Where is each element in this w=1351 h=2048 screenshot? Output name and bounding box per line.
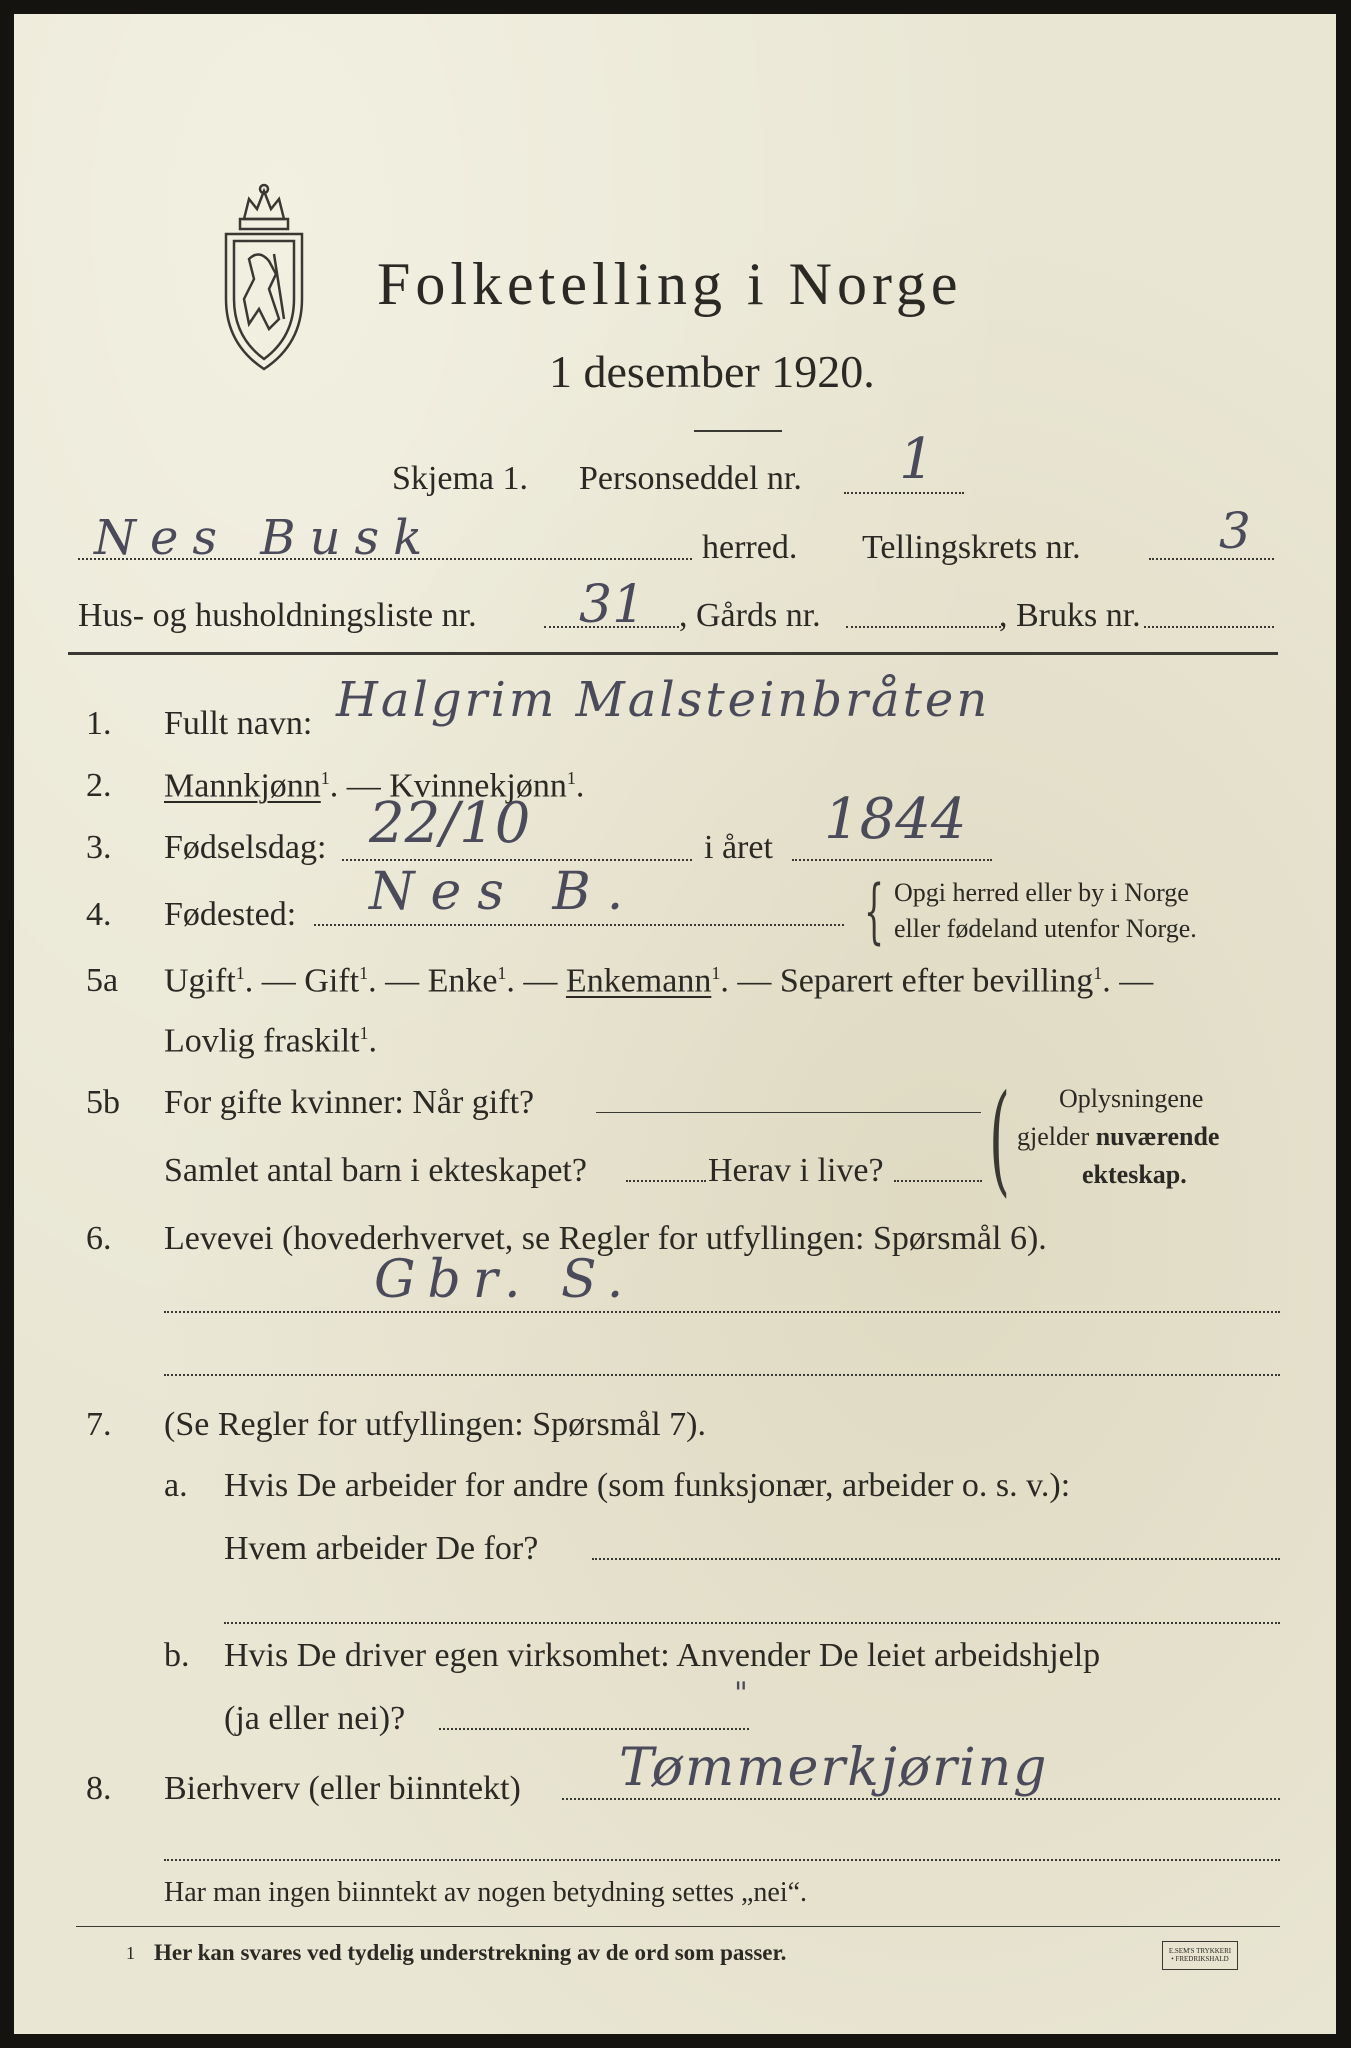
- q5b-barn-line: [626, 1180, 706, 1182]
- q2-sup1: 1: [320, 768, 330, 788]
- q7a-line2: [224, 1622, 1280, 1624]
- q6-line2: [164, 1374, 1280, 1376]
- q5a-separert: . — Separert efter bevilling: [720, 962, 1094, 1000]
- q8-number: 8.: [86, 1770, 112, 1807]
- q3-year-value: 1844: [824, 787, 967, 852]
- q4-label: Fødested:: [164, 896, 297, 933]
- q5b-bracket: (: [989, 1070, 1011, 1209]
- q4-value: Nes B.: [369, 862, 640, 922]
- q5b-note2a: gjelder: [1017, 1122, 1096, 1151]
- herred-label: herred.: [702, 529, 798, 566]
- title-divider: [694, 430, 782, 432]
- herred-line: [78, 558, 692, 560]
- q7b-line: [439, 1728, 749, 1730]
- q6-number: 6.: [86, 1220, 112, 1257]
- header-divider: [68, 652, 1278, 655]
- q5b-note2b: nuværende: [1095, 1122, 1220, 1151]
- footer-note: Har man ingen biinntekt av nogen betydning settes „nei“.: [164, 1877, 808, 1908]
- q1-value: Halgrim Malsteinbråten: [336, 672, 991, 728]
- q5a-enke: . — Enke: [368, 962, 498, 1000]
- q5b-number: 5b: [86, 1084, 120, 1121]
- q5a-sup3: 1: [497, 963, 507, 983]
- gards-line: [846, 626, 1001, 628]
- herred-value: Nes Busk: [94, 510, 437, 566]
- q2-mannkjonn: Mannkjønn: [164, 767, 321, 805]
- q7b-letter: b.: [164, 1637, 190, 1674]
- q2-sup2: 1: [566, 768, 576, 788]
- q5b-note2: [1017, 1124, 1219, 1150]
- q4-number: 4.: [86, 896, 112, 933]
- q5b-live-label: Herav i live?: [708, 1152, 884, 1189]
- q7a-letter: a.: [164, 1467, 188, 1504]
- footnote-text: Her kan svares ved tydelig understrekning av de ord som passer.: [154, 1940, 787, 1965]
- q3-value: 22/10: [369, 791, 531, 856]
- q5b-note3: ekteskap.: [1082, 1160, 1187, 1189]
- printer-stamp: E.SEM'S TRYKKERI • FREDRIKSHALD: [1162, 1941, 1238, 1970]
- q3-number: 3.: [86, 829, 112, 866]
- footnote-divider: [76, 1926, 1280, 1927]
- census-form-page: [14, 14, 1336, 2034]
- personseddel-line: [844, 492, 964, 494]
- tellingskrets-label: Tellingskrets nr.: [862, 529, 1081, 566]
- q5a-line2: [164, 1024, 377, 1058]
- q5b-barn-label: Samlet antal barn i ekteskapet?: [164, 1152, 587, 1189]
- tellingskrets-value: 3: [1219, 502, 1251, 560]
- q4-note2: eller fødeland utenfor Norge.: [894, 914, 1197, 943]
- bruks-line: [1144, 626, 1274, 628]
- q6-line1: [164, 1311, 1280, 1313]
- q6-label: Levevei (hovederhvervet, se Regler for utfyllingen: Spørsmål 6).: [164, 1220, 1047, 1257]
- q3-label: Fødselsdag:: [164, 829, 327, 866]
- tellingskrets-line: [1149, 558, 1274, 560]
- q5b-note1: Oplysningene: [1059, 1084, 1204, 1113]
- q4-brace: {: [864, 870, 885, 952]
- form-title: Folketelling i Norge: [377, 251, 963, 317]
- q5a-ugift: Ugift: [164, 962, 236, 1000]
- q3-line: [342, 859, 692, 861]
- q5b-live-line: [894, 1180, 982, 1182]
- census-date: 1 desember 1920.: [549, 346, 875, 397]
- q7b-label: Hvis De driver egen virksomhet: Anvender De leiet arbeidshjelp: [224, 1637, 1101, 1674]
- bruks-label: , Bruks nr.: [999, 597, 1141, 634]
- q5b-gift-line: [596, 1112, 981, 1113]
- husholdning-label: Hus- og husholdningsliste nr.: [78, 597, 477, 634]
- q4-line: [314, 924, 844, 926]
- q3-year-line: [792, 859, 992, 861]
- q5a-fraskilt-end: .: [368, 1022, 377, 1060]
- q2-end: .: [575, 767, 585, 805]
- norway-coat-of-arms-icon: [214, 179, 314, 379]
- q5a-sup6: 1: [359, 1023, 369, 1043]
- q7b-label2: (ja eller nei)?: [224, 1700, 406, 1737]
- q4-note1: Opgi herred eller by i Norge: [894, 878, 1189, 907]
- q5a-sup4: 1: [711, 963, 721, 983]
- q5a-end: . —: [1102, 962, 1154, 1000]
- q3-year-label: i året: [704, 829, 773, 866]
- q8-line1: [562, 1798, 1280, 1800]
- q7a-line1: [592, 1558, 1280, 1560]
- q5a-sup5: 1: [1093, 963, 1103, 983]
- q6-value: Gbr. S.: [374, 1250, 636, 1310]
- schema-label: Skjema 1.: [392, 460, 528, 497]
- q8-value: Tømmerkjøring: [619, 1738, 1049, 1798]
- q7a-label: Hvis De arbeider for andre (som funksjonær, arbeider o. s. v.):: [224, 1467, 1071, 1504]
- gards-label: , Gårds nr.: [679, 597, 821, 634]
- q5a-fraskilt: Lovlig fraskilt: [164, 1022, 360, 1060]
- q5a-sup1: 1: [235, 963, 245, 983]
- q8-label: Bierhverv (eller biinntekt): [164, 1770, 521, 1807]
- q2-kvinnekjonn: . — Kvinnekjønn: [329, 767, 567, 805]
- q7a-label2: Hvem arbeider De for?: [224, 1530, 539, 1567]
- q5a-sep: . —: [506, 962, 566, 1000]
- footnote-number: 1: [126, 1943, 135, 1963]
- q7b-value: ": [734, 1676, 748, 1711]
- q5a-line: [164, 964, 1153, 998]
- personseddel-value: 1: [899, 427, 935, 492]
- q5a-number: 5a: [86, 962, 119, 999]
- q5a-sup2: 1: [359, 963, 369, 983]
- q7-number: 7.: [86, 1406, 112, 1443]
- husholdning-value: 31: [579, 575, 646, 635]
- q5a-enkemann: Enkemann: [565, 962, 712, 1000]
- q1-label: Fullt navn:: [164, 705, 313, 742]
- personseddel-label: Personseddel nr.: [579, 460, 802, 497]
- q8-line2: [164, 1859, 1280, 1861]
- q7-label: (Se Regler for utfyllingen: Spørsmål 7).: [164, 1406, 707, 1443]
- q2-number: 2.: [86, 767, 112, 804]
- q5b-label: For gifte kvinner: Når gift?: [164, 1084, 535, 1121]
- q5a-gift: . — Gift: [244, 962, 360, 1000]
- q1-number: 1.: [86, 705, 112, 742]
